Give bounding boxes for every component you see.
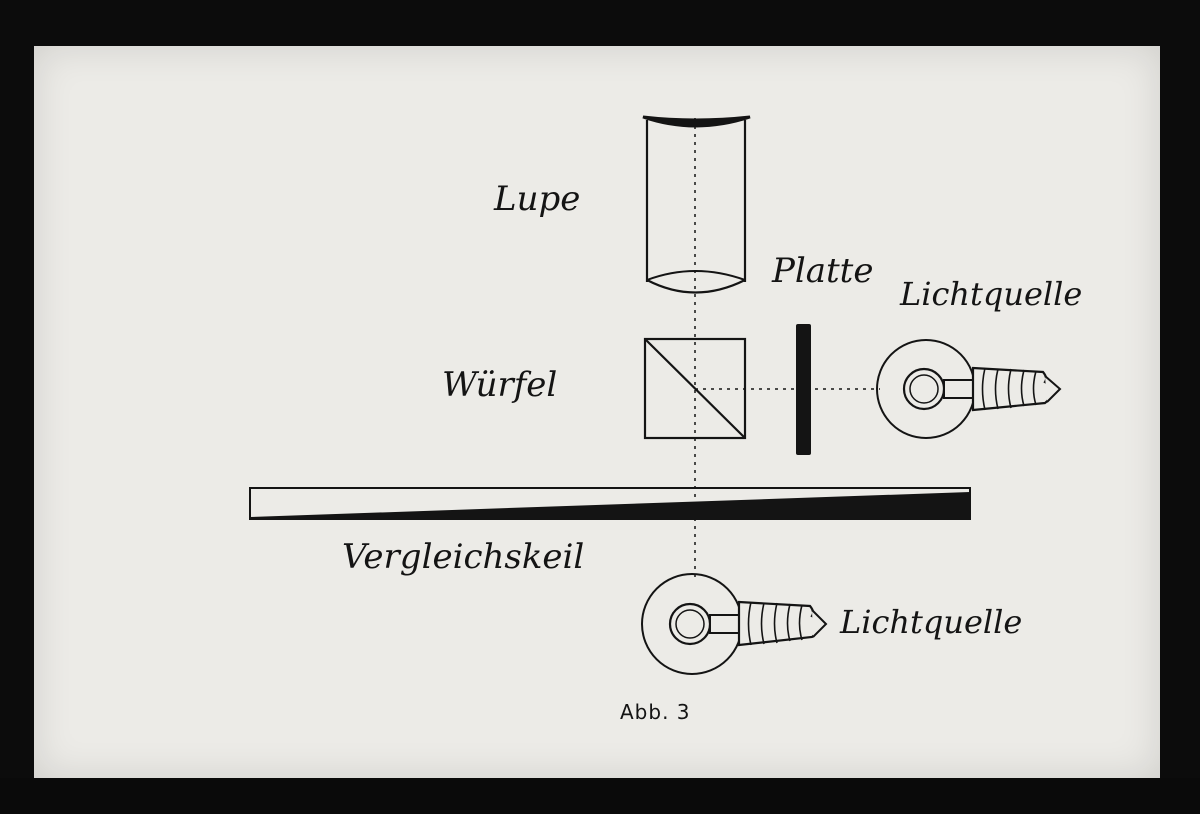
lichtquelle-bottom-icon	[642, 574, 826, 674]
lupe-icon	[643, 117, 750, 293]
figure-caption: Abb. 3	[620, 700, 691, 724]
vergleichskeil-icon	[250, 488, 970, 519]
bottom-strip	[0, 778, 1200, 814]
vergleichskeil-label: Vergleichskeil	[342, 537, 585, 577]
lichtquelle-top-label: Lichtquelle	[900, 275, 1083, 313]
wuerfel-label: Würfel	[442, 365, 558, 405]
platte-label: Platte	[772, 251, 874, 291]
lupe-label: Lupe	[494, 179, 581, 219]
lichtquelle-bottom-label: Lichtquelle	[840, 603, 1023, 641]
lichtquelle-top-icon	[877, 340, 1060, 438]
platte-icon	[796, 324, 811, 455]
